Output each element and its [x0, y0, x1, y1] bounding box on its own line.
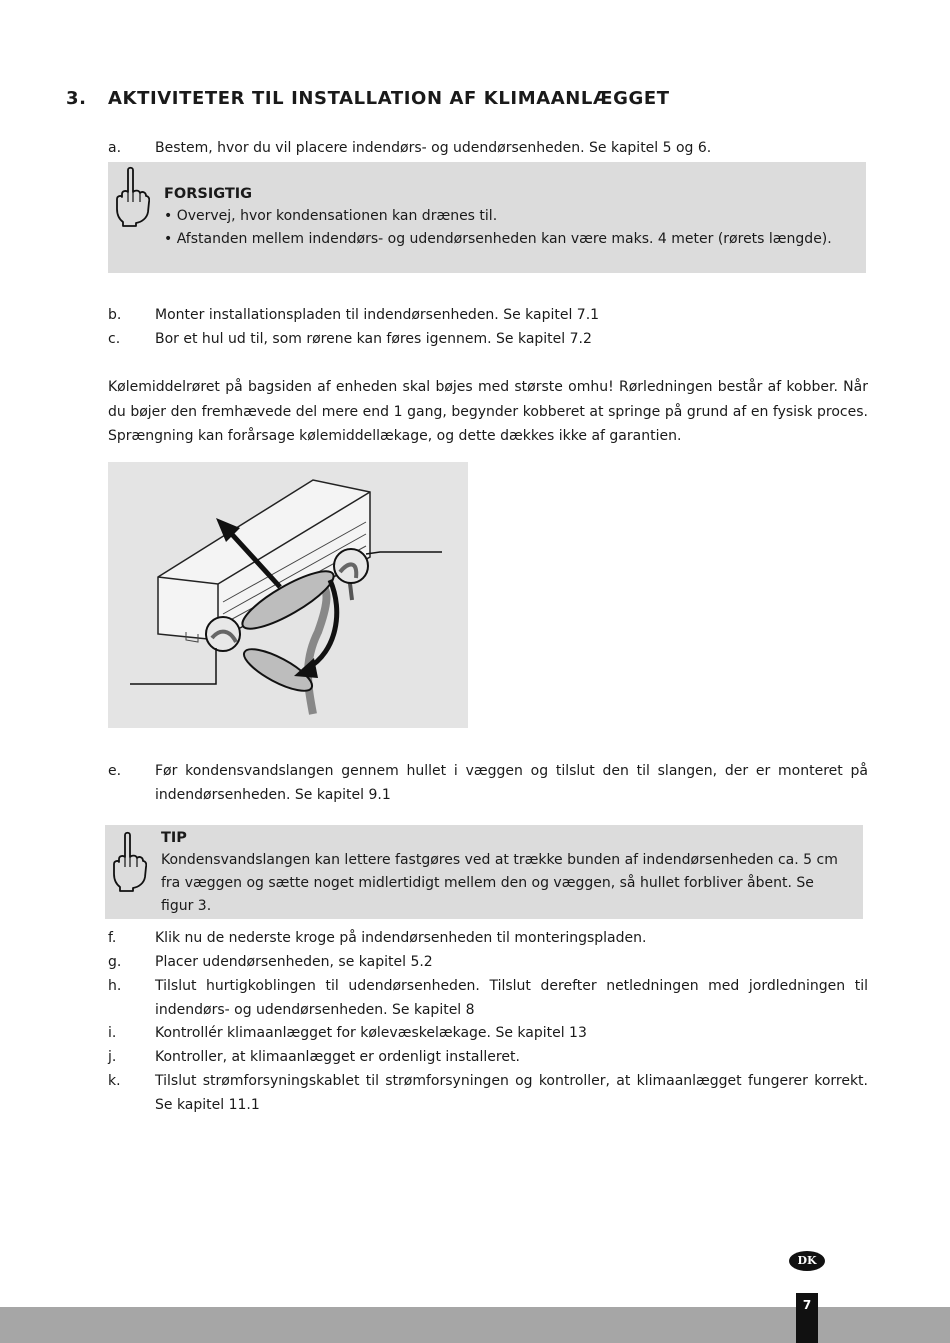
step-label: a. [108, 140, 122, 156]
step-item [108, 136, 868, 160]
step-text: Klik nu de nederste kroge på indendørsenheden til monteringspladen. [155, 930, 647, 946]
tip-line: fra væggen og sætte noget midlertidigt mellem den og væggen, så hullet forbliver åbent. Se [161, 875, 814, 891]
pipe-bending-figure [108, 462, 468, 728]
tip-title: TIP [161, 830, 187, 846]
step-label: i. [108, 1025, 117, 1041]
language-badge: DK [789, 1251, 825, 1271]
step-label: b. [108, 307, 122, 323]
step-text: Før kondensvandslangen gennem hullet i væggen og tilslut den til slangen, der er monteret på indendørsenheden. Se kapitel 9.1 [155, 763, 868, 803]
tip-box [105, 825, 863, 919]
step-item [108, 327, 868, 351]
step-item [108, 1045, 868, 1069]
warning-paragraph: Kølemiddelrøret på bagsiden af enheden skal bøjes med største omhu! Rørledningen består af kobber. Når du bøjer den fremhævede del mere end 1 gang, begynder kobberet at springe på grund af en fysisk proces. Sprængning kan forårsage kølemiddellækage, og dette dækkes ikke af garantien. [108, 379, 868, 444]
step-text: Placer udendørsenheden, se kapitel 5.2 [155, 954, 433, 970]
step-text: Monter installationspladen til indendørsenheden. Se kapitel 7.1 [155, 307, 600, 323]
step-item [108, 759, 868, 807]
caution-line: • Overvej, hvor kondensationen kan drænes til. [164, 208, 498, 224]
step-item [108, 1021, 868, 1045]
step-text: Bestem, hvor du vil placere indendørs- og udendørsenheden. Se kapitel 5 og 6. [155, 140, 712, 156]
step-text: Tilslut strømforsyningskablet til strømforsyningen og kontroller, at klimaanlægget fungerer korrekt. Se kapitel 11.1 [155, 1073, 868, 1113]
caution-line: • Afstanden mellem indendørs- og udendørsenheden kan være maks. 4 meter (rørets længde). [164, 231, 832, 247]
step-label: c. [108, 331, 121, 347]
step-label: j. [108, 1049, 117, 1065]
page-number: 7 [796, 1293, 818, 1343]
step-item [108, 974, 868, 1022]
step-text: Tilslut hurtigkoblingen til udendørsenheden. Tilslut derefter netledningen med jordledningen til indendørs- og udendørsenheden. Se kapitel 8 [155, 978, 868, 1018]
step-text: Kontrollér klimaanlægget for kølevæskelækage. Se kapitel 13 [155, 1025, 587, 1041]
section-heading [66, 88, 670, 109]
step-item [108, 1069, 868, 1117]
step-label: k. [108, 1073, 121, 1089]
tip-line: Kondensvandslangen kan lettere fastgøres ved at trække bunden af indendørsenheden ca. 5 cm [161, 852, 838, 868]
step-label: h. [108, 978, 122, 994]
pipe-bending-illustration [108, 462, 468, 728]
hand-pointing-icon [114, 166, 150, 228]
hand-pointing-icon [111, 831, 147, 893]
step-item [108, 303, 868, 327]
tip-line: figur 3. [161, 898, 212, 914]
caution-box [108, 162, 866, 273]
step-label: e. [108, 763, 122, 779]
step-label: g. [108, 954, 122, 970]
step-item [108, 950, 868, 974]
step-label: f. [108, 930, 117, 946]
step-item [108, 926, 868, 950]
step-text: Bor et hul ud til, som rørene kan føres igennem. Se kapitel 7.2 [155, 331, 592, 347]
section-number: 3. [66, 88, 87, 109]
section-title: AKTIVITETER TIL INSTALLATION AF KLIMAANLÆGGET [108, 88, 670, 109]
caution-title: FORSIGTIG [164, 186, 253, 202]
step-text: Kontroller, at klimaanlægget er ordenligt installeret. [155, 1049, 520, 1065]
